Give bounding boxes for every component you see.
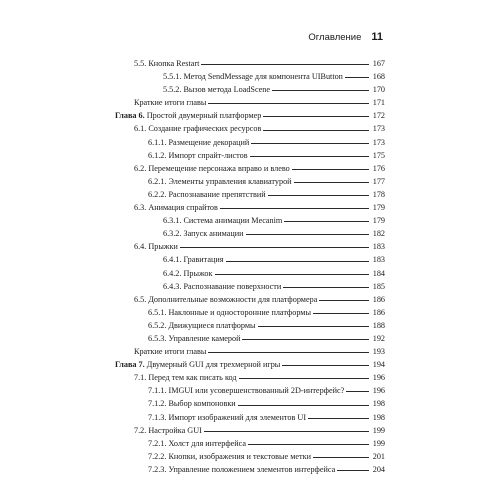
leader-line xyxy=(215,273,369,275)
leader-line xyxy=(220,207,369,209)
toc-page-number: 172 xyxy=(372,111,385,121)
toc-entry-title xyxy=(163,70,343,83)
toc-entry-text: 6.2. Перемещение персонажа вправо и влево xyxy=(134,163,290,173)
toc-entry-text: 6.5.2. Движущиеся платформы xyxy=(148,320,256,330)
toc-entry-title xyxy=(148,319,256,332)
leader-line xyxy=(282,364,369,366)
toc-entry-text: 6.5.1. Наклонные и односторонние платформы xyxy=(148,307,311,317)
leader-line xyxy=(239,377,369,379)
toc-entry xyxy=(115,463,385,476)
table-of-contents xyxy=(115,57,385,476)
toc-page-number: 182 xyxy=(372,229,385,239)
toc-entry xyxy=(115,83,385,96)
toc-entry-title xyxy=(134,162,290,175)
toc-entry-text: 7.2. Настройка GUI xyxy=(134,425,202,435)
leader-line xyxy=(238,404,369,406)
toc-entry xyxy=(115,411,385,424)
toc-entry-title xyxy=(163,267,213,280)
toc-entry xyxy=(115,319,385,332)
toc-entry xyxy=(115,397,385,410)
leader-line xyxy=(208,351,369,353)
toc-entry-text: 7.1.3. Импорт изображений для элементов UI xyxy=(148,412,307,422)
toc-entry xyxy=(115,450,385,463)
toc-entry-text: 6.4. Прыжки xyxy=(134,242,178,252)
toc-entry xyxy=(115,109,385,122)
toc-entry xyxy=(115,188,385,201)
toc-entry-title xyxy=(148,188,266,201)
toc-entry xyxy=(115,175,385,188)
toc-entry xyxy=(115,332,385,345)
toc-entry xyxy=(115,227,385,240)
toc-entry-title xyxy=(163,214,282,227)
leader-line xyxy=(346,390,369,392)
toc-entry-title xyxy=(134,201,218,214)
toc-entry-title xyxy=(115,358,280,371)
toc-entry-title xyxy=(148,136,249,149)
toc-entry-text: 6.5.3. Управление камерой xyxy=(148,333,241,343)
toc-page-number: 201 xyxy=(372,451,385,461)
toc-page-number: 199 xyxy=(372,438,385,448)
toc-entry-title xyxy=(163,253,224,266)
leader-line xyxy=(337,469,369,471)
toc-page-number: 168 xyxy=(372,72,385,82)
toc-entry-title xyxy=(134,293,317,306)
toc-entry-text: 6.1.1. Размещение декораций xyxy=(148,137,250,147)
leader-line xyxy=(272,89,369,91)
toc-page-number: 194 xyxy=(372,360,385,370)
toc-entry xyxy=(115,149,385,162)
leader-line xyxy=(313,456,369,458)
leader-line xyxy=(248,443,369,445)
toc-entry-title xyxy=(134,240,178,253)
toc-entry-text: 6.1. Создание графических ресурсов xyxy=(134,124,262,134)
toc-page-number: 183 xyxy=(372,242,385,252)
running-header xyxy=(308,31,383,43)
leader-line xyxy=(263,129,369,131)
header-page-number: 11 xyxy=(371,31,383,43)
toc-entry-text: 6.5. Дополнительные возможности для платформера xyxy=(134,294,318,304)
toc-entry-title xyxy=(148,463,335,476)
leader-line xyxy=(292,168,369,170)
leader-line xyxy=(284,220,369,222)
toc-entry-title xyxy=(148,384,344,397)
toc-entry xyxy=(115,280,385,293)
leader-line xyxy=(258,325,369,327)
toc-entry-text: Двумерный GUI для трехмерной игры xyxy=(144,360,281,370)
toc-page-number: 204 xyxy=(372,464,385,474)
leader-line xyxy=(268,194,369,196)
leader-line xyxy=(201,63,369,65)
toc-page-number: 175 xyxy=(372,150,385,160)
toc-entry xyxy=(115,293,385,306)
toc-entry-title xyxy=(148,306,311,319)
toc-entry xyxy=(115,371,385,384)
leader-line xyxy=(242,338,369,340)
toc-entry-title xyxy=(163,227,244,240)
toc-entry-text: 6.2.1. Элементы управления клавиатурой xyxy=(148,176,292,186)
toc-page-number: 198 xyxy=(372,399,385,409)
leader-line xyxy=(208,102,369,104)
toc-entry-text: 6.2.2. Распознавание препятствий xyxy=(148,189,266,199)
toc-entry-title xyxy=(134,57,199,70)
toc-page-number: 167 xyxy=(372,59,385,68)
toc-page-number: 186 xyxy=(372,294,385,304)
toc-page-number: 177 xyxy=(372,176,385,186)
toc-page-number: 199 xyxy=(372,425,385,435)
toc-page-number: 198 xyxy=(372,412,385,422)
toc-entry-text: 6.3.1. Система анимации Mecanim xyxy=(163,216,283,226)
toc-entry-text: 6.3.2. Запуск анимации xyxy=(163,229,244,239)
toc-entry xyxy=(115,136,385,149)
leader-line xyxy=(251,142,369,144)
toc-entry xyxy=(115,96,385,109)
toc-page-number: 183 xyxy=(372,255,385,265)
toc-entry-text: 7.1.1. IMGUI или усовершенствованный 2D-интерфейс? xyxy=(148,386,345,396)
toc-entry-title xyxy=(134,96,206,109)
toc-entry xyxy=(115,267,385,280)
toc-page-number: 179 xyxy=(372,216,385,226)
toc-entry-text: 6.4.2. Прыжок xyxy=(163,268,213,278)
toc-entry xyxy=(115,306,385,319)
leader-line xyxy=(180,246,369,248)
toc-entry-text: 6.4.1. Гравитация xyxy=(163,255,224,265)
toc-entry-text: Краткие итоги главы xyxy=(134,98,207,108)
toc-entry xyxy=(115,253,385,266)
toc-entry-text: 7.2.3. Управление положением элементов интерфейса xyxy=(148,464,336,474)
toc-entry-text: 5.5.1. Метод SendMessage для компонента UIButton xyxy=(163,72,343,82)
toc-page-number: 184 xyxy=(372,268,385,278)
toc-entry-title xyxy=(148,450,311,463)
toc-entry-title xyxy=(134,424,202,437)
toc-entry xyxy=(115,162,385,175)
toc-entry-title xyxy=(148,175,292,188)
toc-entry-title xyxy=(148,397,236,410)
toc-page-number: 192 xyxy=(372,333,385,343)
toc-entry-title xyxy=(134,371,237,384)
toc-entry-title xyxy=(134,345,206,358)
toc-page-number: 173 xyxy=(372,137,385,147)
chapter-label: Глава 6. xyxy=(115,111,145,121)
toc-entry-text: Краткие итоги главы xyxy=(134,347,207,357)
toc-page-number: 193 xyxy=(372,347,385,357)
toc-entry-title xyxy=(148,411,306,424)
toc-entry xyxy=(115,240,385,253)
toc-entry-text: 7.2.2. Кнопки, изображения и текстовые метки xyxy=(148,451,311,461)
toc-entry xyxy=(115,384,385,397)
leader-line xyxy=(263,115,369,117)
toc-entry-text: Простой двумерный платформер xyxy=(144,111,262,121)
toc-page-number: 170 xyxy=(372,85,385,95)
toc-entry xyxy=(115,345,385,358)
leader-line xyxy=(313,312,369,314)
toc-page-number: 176 xyxy=(372,163,385,173)
toc-page-number: 179 xyxy=(372,203,385,213)
leader-line xyxy=(308,417,369,419)
toc-page-number: 196 xyxy=(372,373,385,383)
toc-page-number: 171 xyxy=(372,98,385,108)
toc-entry-title xyxy=(163,83,270,96)
toc-entry xyxy=(115,437,385,450)
toc-entry-text: 6.3. Анимация спрайтов xyxy=(134,203,218,213)
toc-entry-text: 6.1.2. Импорт спрайт-листов xyxy=(148,150,248,160)
chapter-label: Глава 7. xyxy=(115,360,145,370)
toc-entry-text: 7.2.1. Холст для интерфейса xyxy=(148,438,247,448)
leader-line xyxy=(250,155,369,157)
toc-entry-title xyxy=(148,332,240,345)
toc-entry xyxy=(115,358,385,371)
leader-line xyxy=(246,233,369,235)
toc-page-number: 188 xyxy=(372,320,385,330)
leader-line xyxy=(204,430,369,432)
toc-page-number: 185 xyxy=(372,281,385,291)
toc-page-number: 186 xyxy=(372,307,385,317)
toc-entry xyxy=(115,122,385,135)
toc-entry-title xyxy=(148,437,246,450)
toc-page-number: 196 xyxy=(372,386,385,396)
leader-line xyxy=(226,260,369,262)
leader-line xyxy=(319,299,369,301)
toc-entry-title xyxy=(163,280,281,293)
toc-page-number: 173 xyxy=(372,124,385,134)
toc-entry-text: 7.1.2. Выбор компоновки xyxy=(148,399,236,409)
toc-entry xyxy=(115,70,385,83)
toc-entry-title xyxy=(148,149,248,162)
toc-entry-text: 5.5. Кнопка Restart xyxy=(134,59,200,68)
toc-entry xyxy=(115,57,385,70)
toc-page-number: 178 xyxy=(372,189,385,199)
toc-entry-text: 5.5.2. Вызов метода LoadScene xyxy=(163,85,270,95)
toc-entry xyxy=(115,424,385,437)
toc-entry xyxy=(115,201,385,214)
toc-entry-text: 7.1. Перед тем как писать код xyxy=(134,373,237,383)
leader-line xyxy=(294,181,369,183)
toc-entry-title xyxy=(134,122,261,135)
leader-line xyxy=(345,76,369,78)
header-title: Оглавление xyxy=(308,32,362,43)
leader-line xyxy=(283,286,369,288)
toc-entry xyxy=(115,214,385,227)
toc-entry-text: 6.4.3. Распознавание поверхности xyxy=(163,281,282,291)
toc-entry-title xyxy=(115,109,261,122)
